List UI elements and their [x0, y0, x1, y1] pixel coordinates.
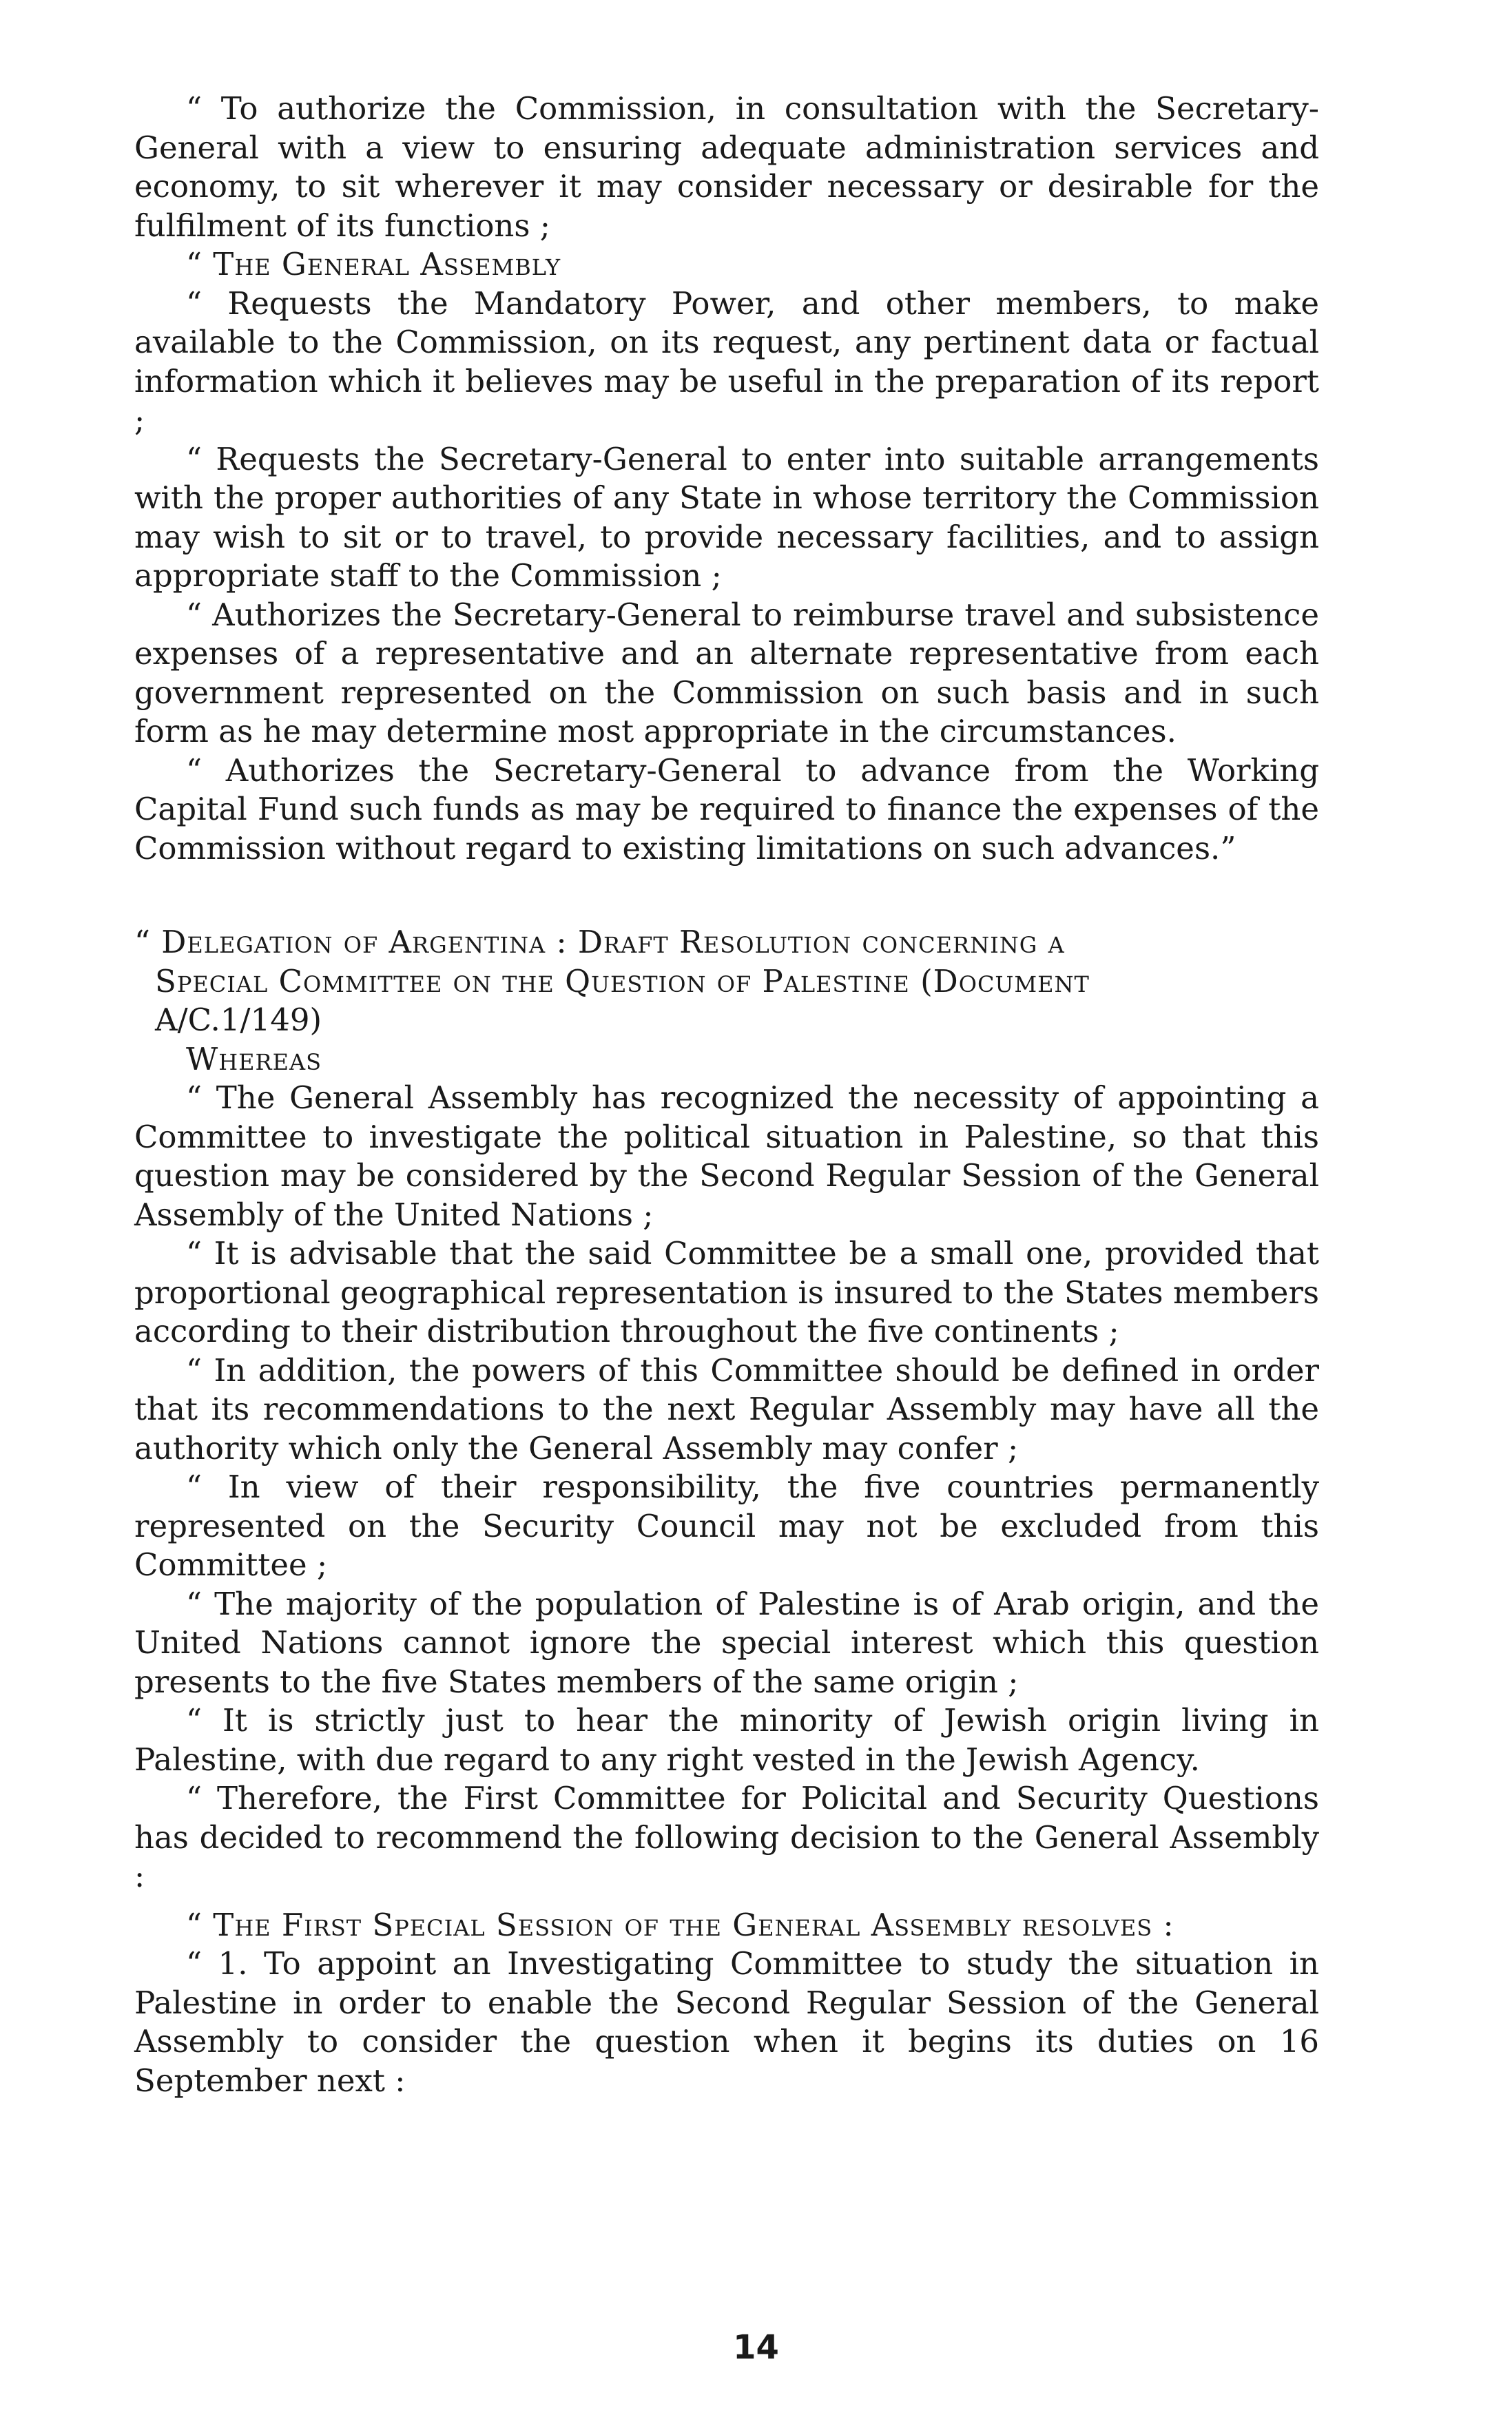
delegation-heading-line-1: “ Delegation of Argentina : Draft Resolution concerning a: [134, 924, 1065, 960]
paragraph-powers-defined: “ In addition, the powers of this Committee should be defined in order that its recommendations to the next Regular Assembly may have all the authority which only the General Assembly may confer ;: [134, 1351, 1319, 1467]
paragraph-security-council: “ In view of their responsibility, the five countries permanently represented on the Security Council may not be excluded from this Committee ;: [134, 1469, 1319, 1583]
paragraph-recognized-necessity: “ The General Assembly has recognized the necessity of appointing a Committee to investigate the political situation in Palestine, so that this question may be considered by the Second Regular Session of the General Assembly of the United Nations ;: [134, 1079, 1319, 1233]
paragraph-requests-mandatory-power: “ Requests the Mandatory Power, and other members, to make available to the Commission, on its request, any pertinent data or factual information which it believes may be useful in the preparation of its report ;: [134, 284, 1319, 438]
paragraph-arab-origin: “ The majority of the population of Palestine is of Arab origin, and the United Nations cannot ignore the special interest which this question presents to the five States members of the same origin ;: [134, 1585, 1319, 1700]
paragraph-requests-secretary-general: “ Requests the Secretary-General to enter into suitable arrangements with the proper authorities of any State in whose territory the Commission may wish to sit or to travel, to provide necessary facilities, and to assign appropriate staff to the Commission ;: [134, 440, 1319, 594]
resolves-heading: “ The First Special Session of the General Assembly resolves :: [186, 1906, 1174, 1943]
section-spacer: [134, 1896, 1319, 1906]
delegation-heading-line-2: Special Committee on the Question of Palestine (Document: [155, 962, 1090, 999]
general-assembly-heading: “ The General Assembly: [186, 246, 561, 282]
paragraph-appoint-committee: “ 1. To appoint an Investigating Committee to study the situation in Palestine in order to enable the Second Regular Session of the General Assembly to consider the question when it begins its duties on 16 September next :: [134, 1945, 1319, 2099]
document-body: [134, 90, 1319, 2100]
paragraph-authorizes-reimburse: “ Authorizes the Secretary-General to reimburse travel and subsistence expenses of a representative and an alternate representative from each government represented on the Commission on such basis and in such form as he may determine most appropriate in the circumstances.: [134, 596, 1319, 749]
delegation-heading: [115, 923, 1319, 1040]
page-number: 14: [733, 2328, 779, 2367]
paragraph-therefore: “ Therefore, the First Committee for Policital and Security Questions has decided to recommend the following decision to the General Assembly :: [134, 1780, 1319, 1894]
section-spacer: [134, 868, 1319, 923]
delegation-heading-line-3: A/C.1/149): [155, 1002, 322, 1038]
paragraph-authorize-commission: “ To authorize the Commission, in consultation with the Secretary-General with a view to ensuring adequate administration services and economy, to sit wherever it may consider necessary or desirable for the fulfilment of its functions ;: [134, 90, 1319, 244]
whereas-heading: Whereas: [186, 1040, 322, 1077]
paragraph-advisable-small: “ It is advisable that the said Committee be a small one, provided that proportional geographical representation is insured to the States members according to their distribution throughout the five continents ;: [134, 1235, 1319, 1349]
paragraph-authorizes-advance: “ Authorizes the Secretary-General to advance from the Working Capital Fund such funds as may be required to finance the expenses of the Commission without regard to existing limitations on such advances.”: [134, 752, 1319, 867]
paragraph-jewish-minority: “ It is strictly just to hear the minority of Jewish origin living in Palestine, with due regard to any right vested in the Jewish Agency.: [134, 1702, 1319, 1778]
